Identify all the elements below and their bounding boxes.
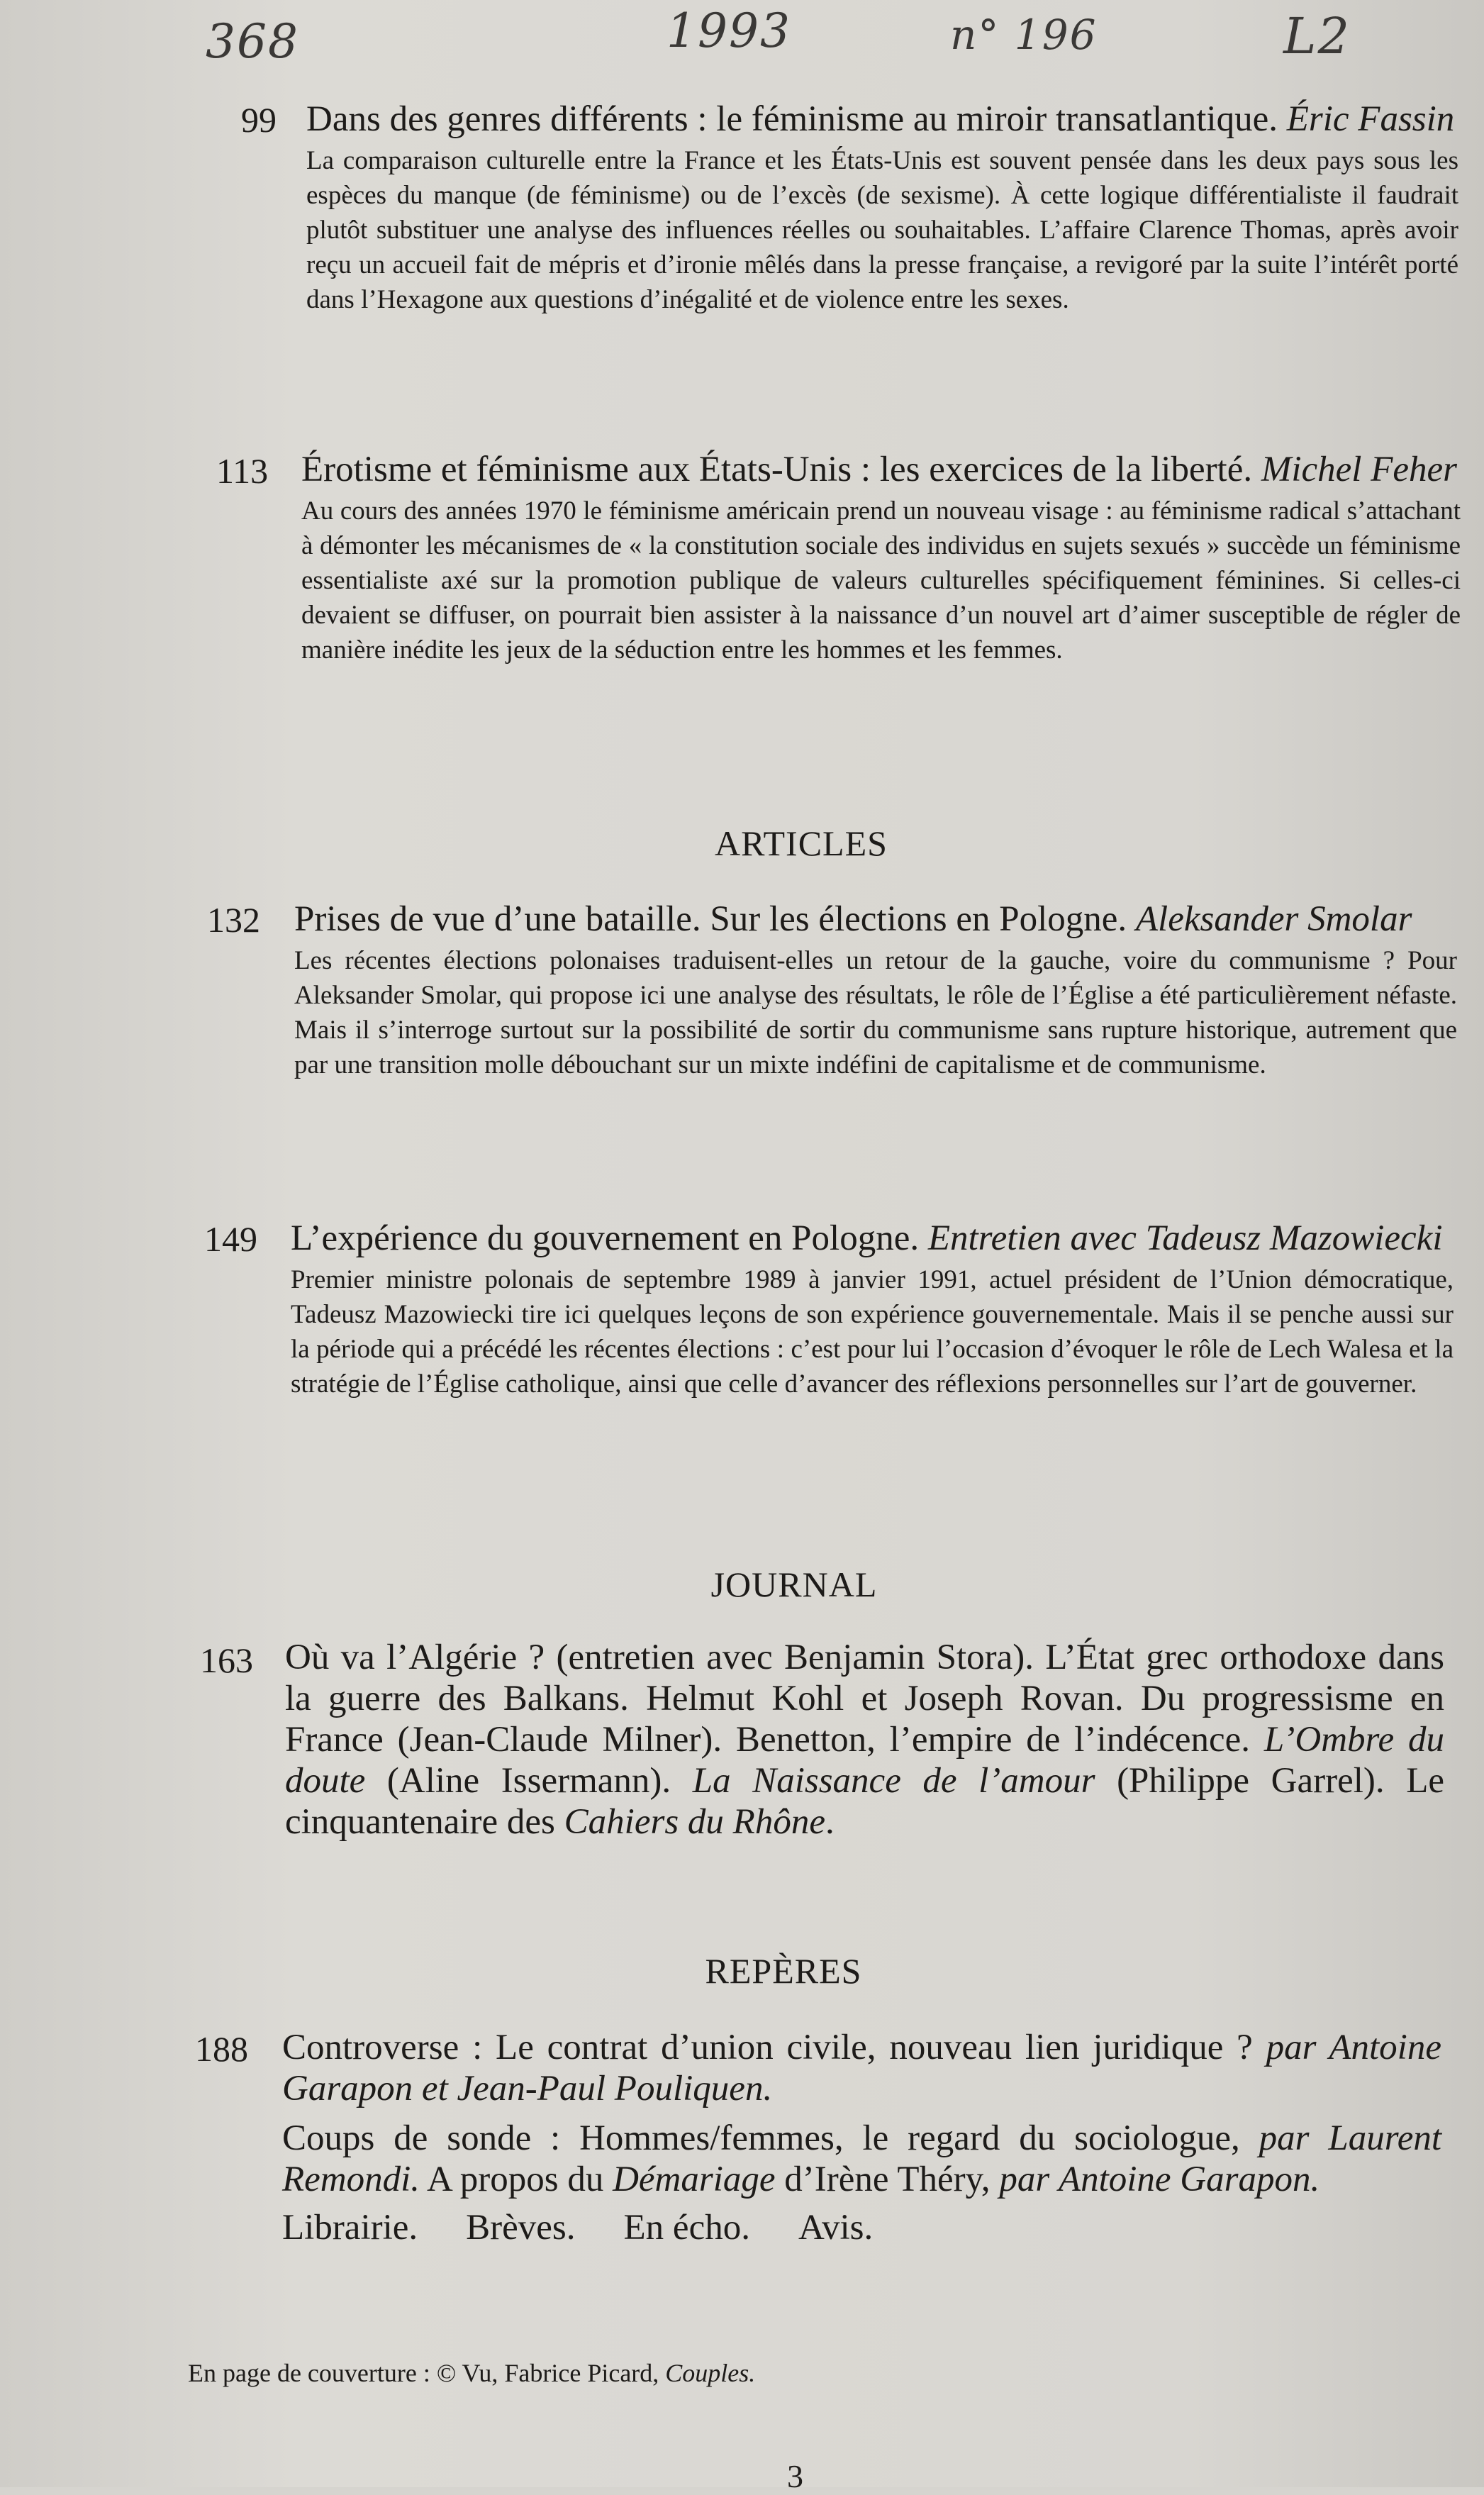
entry-abstract: Les récentes élections polonaises traduisent-elles un retour de la gauche, voire du communisme ? Pour Aleksander Smolar, qui propose ici une analyse des résultats, le rôle de l’Église a été particulièrement néfaste. Mais il s’interroge surtout sur la possibilité de sortir du communisme sans rupture historique, autrement que par une transition molle débouchant sur un mixte indéfini de capitalisme et de communisme. <box>294 946 1457 1079</box>
apropos-author: Antoine Garapon. <box>1058 2160 1320 2199</box>
entry-99 <box>306 98 1458 317</box>
coups-de-sonde-line: Coups de sonde : Hommes/femmes, le regard du sociologue, par Laurent Remondi. A propos du Démariage d’Irène Théry, par Antoine Garapon. <box>282 2118 1441 2199</box>
entry-page-number: 163 <box>200 1640 253 1680</box>
sonde-author: Laurent Remondi. <box>282 2118 1441 2199</box>
work-title: La Naissance de l’amour <box>692 1761 1095 1801</box>
controverse-authors: par Antoine Garapon et Jean-Paul Pouliquen. <box>282 2028 1441 2108</box>
handwritten-page-number: 368 <box>206 14 299 69</box>
entry-page-number: 113 <box>216 451 269 491</box>
journal-entry-163 <box>285 1637 1444 1843</box>
page-number: 3 <box>787 2458 803 2494</box>
entry-abstract: La comparaison culturelle entre la France et les États-Unis est souvent pensée dans les deux pays sous les espèces du manque (de féminisme) ou de l’excès (de sexisme). À cette logique différentialiste il faudrait plutôt substituer une analyse des influences réelles ou souhaitables. L’affaire Clarence Thomas, après avoir reçu un accueil fait de mépris et d’ironie mêlés dans la presse française, a revigoré par la suite l’intérêt porté dans l’Hexagone aux questions d’inégalité et de violence entre les sexes. <box>306 146 1458 314</box>
entry-title: Prises de vue d’une bataille. Sur les élections en Pologne. Aleksander Smolar <box>294 899 1412 939</box>
work-title: L’Ombre du doute <box>285 1720 1444 1801</box>
entry-page-number: 99 <box>241 100 277 140</box>
entry-abstract: Premier ministre polonais de septembre 1989 à janvier 1991, actuel président de l’Union démocratique, Tadeusz Mazowiecki tire ici quelques leçons de son expérience gouvernementale. Mais il se penche aussi sur la période qui a précédé les récentes élections : c’est pour lui l’occasion d’évoquer le rôle de Lech Walesa et la stratégie de l’Église catholique, ainsi que celle d’avancer des réflexions personnelles sur l’art de gouverner. <box>291 1265 1454 1399</box>
rubric-breves: Brèves. <box>466 2208 576 2247</box>
entry-author: Michel Feher <box>1261 450 1457 489</box>
section-heading-reperes: REPÈRES <box>705 1951 862 1991</box>
entry-page-number: 132 <box>207 900 260 940</box>
entry-author: Entretien avec Tadeusz Mazowiecki <box>927 1218 1443 1258</box>
rubric-librairie: Librairie. <box>282 2208 418 2247</box>
controverse-line: Controverse : Le contrat d’union civile, nouveau lien juridique ? par Antoine Garapon et Jean-Paul Pouliquen. <box>282 2028 1441 2108</box>
handwritten-issue: n° 196 <box>950 11 1098 59</box>
cover-credit: En page de couverture : © Vu, Fabrice Picard, Couples. <box>188 2359 756 2387</box>
rubrics-line <box>282 2207 1441 2248</box>
entry-author: Éric Fassin <box>1286 99 1455 139</box>
entry-author: Aleksander Smolar <box>1135 899 1412 939</box>
entry-title: Érotisme et féminisme aux États-Unis : les exercices de la liberté. Michel Feher <box>301 450 1457 489</box>
rubric-en-echo: En écho. <box>623 2208 750 2247</box>
entry-149 <box>291 1217 1454 1401</box>
entry-page-number: 188 <box>195 2029 248 2069</box>
handwritten-code: L2 <box>1283 7 1351 65</box>
section-heading-journal: JOURNAL <box>710 1565 878 1604</box>
work-title: Démariage <box>613 2160 776 2199</box>
entry-132 <box>294 898 1457 1082</box>
work-title: Cahiers du Rhône <box>564 1802 825 1842</box>
rubric-avis: Avis. <box>798 2208 874 2247</box>
entry-title: Dans des genres différents : le féminisme au miroir transatlantique. Éric Fassin <box>306 99 1455 139</box>
journal-text: Où va l’Algérie ? (entretien avec Benjamin Stora). L’État grec orthodoxe dans la guerre des Balkans. Helmut Kohl et Joseph Rovan. Du progressisme en France (Jean-Claude Milner). Benetton, l’empire de l’indécence. L’Ombre du doute (Aline Issermann). La Naissance de l’amour (Philippe Garrel). Le cinquantenaire des Cahiers du Rhône. <box>285 1638 1444 1842</box>
entry-page-number: 149 <box>204 1219 257 1259</box>
entry-113 <box>301 448 1461 667</box>
section-heading-articles: ARTICLES <box>715 823 888 863</box>
reperes-entry-188 <box>282 2027 1441 2248</box>
entry-title: L’expérience du gouvernement en Pologne. Entretien avec Tadeusz Mazowiecki <box>291 1218 1443 1258</box>
handwritten-year: 1993 <box>666 4 791 58</box>
cover-work-title: Couples. <box>665 2359 756 2387</box>
entry-abstract: Au cours des années 1970 le féminisme américain prend un nouveau visage : au féminisme radical s’attachant à démonter les mécanismes de « la constitution sociale des individus en sujets sexués » succède un féminisme essentialiste axé sur la promotion publique de valeurs culturelles spécifiquement féminines. Si celles-ci devaient se diffuser, on pourrait bien assister à la naissance d’un nouvel art d’aimer susceptible de régler de manière inédite les jeux de la séduction entre les hommes et les femmes. <box>301 496 1461 665</box>
